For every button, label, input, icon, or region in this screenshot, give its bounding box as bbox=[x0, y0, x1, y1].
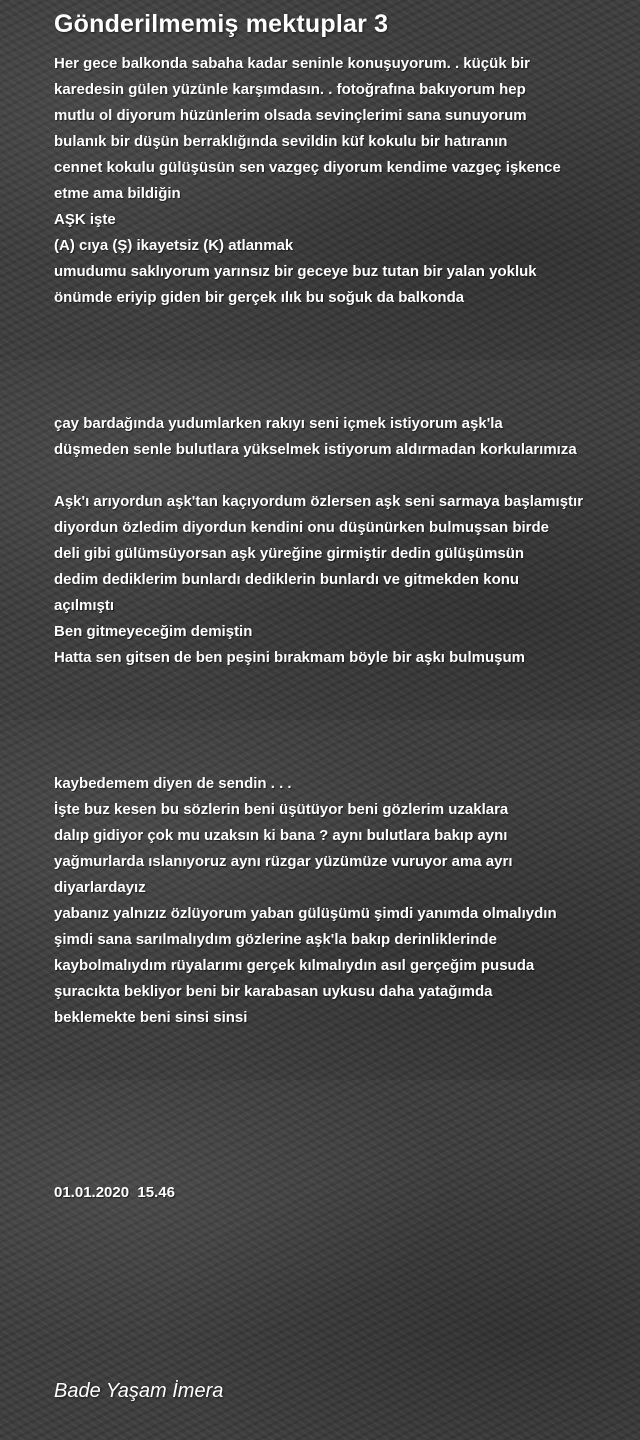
poem-line: cennet kokulu gülüşüsün sen vazgeç diyorum kendime vazgeç işkence bbox=[54, 159, 561, 176]
poem-panel-2 bbox=[0, 360, 640, 720]
poem-line: dalıp gidiyor çok mu uzaksın ki bana ? aynı bulutlara bakıp aynı bbox=[54, 827, 508, 844]
poem-panel-4 bbox=[0, 1080, 640, 1440]
poem-line: mutlu ol diyorum hüzünlerim olsada sevinçlerimi sana sunuyorum bbox=[54, 107, 527, 124]
poem-line: Her gece balkonda sabaha kadar seninle konuşuyorum. . küçük bir bbox=[54, 55, 530, 72]
poem-line: (A) cıya (Ş) ikayetsiz (K) atlanmak bbox=[54, 237, 294, 254]
poem-line: Hatta sen gitsen de ben peşini bırakmam böyle bir aşkı bulmuşum bbox=[54, 649, 525, 666]
poem-line: dedim dediklerim bunlardı dediklerin bunlardı ve gitmekden konu bbox=[54, 571, 520, 588]
poem-line: diyarlardayız bbox=[54, 879, 146, 896]
poem-line: deli gibi gülümsüyorsan aşk yüreğine girmiştir dedin gülüşümsün bbox=[54, 545, 525, 562]
poem-author: Bade Yaşam İmera bbox=[54, 1380, 224, 1402]
poem-line: şuracıkta bekliyor beni bir karabasan uykusu daha yatağımda bbox=[54, 983, 493, 1000]
poem-line: karedesin gülen yüzünle karşımdasın. . fotoğrafına bakıyorum hep bbox=[54, 81, 526, 98]
poem-line: Aşk'ı arıyordun aşk'tan kaçıyordum özlersen aşk seni sarmaya başlamıştır bbox=[54, 493, 584, 510]
poem-line: beklemekte beni sinsi sinsi bbox=[54, 1009, 248, 1026]
poem-panel-1 bbox=[0, 0, 640, 360]
poem-line: kaybolmalıydım rüyalarımı gerçek kılmalıydın asıl gerçeğim pusuda bbox=[54, 957, 535, 974]
poem-title: Gönderilmemiş mektuplar 3 bbox=[54, 10, 389, 38]
stanza-gap bbox=[54, 463, 634, 489]
poem-line: çay bardağında yudumlarken rakıyı seni içmek istiyorum aşk'la bbox=[54, 415, 503, 432]
poem-line: yabanız yalnızız özlüyorum yaban gülüşümü şimdi yanımda olmalıydın bbox=[54, 905, 557, 922]
poem-line: şimdi sana sarılmalıydım gözlerine aşk'la bakıp derinliklerinde bbox=[54, 931, 497, 948]
poem-line: umudumu saklıyorum yarınsız bir geceye buz tutan bir yalan yokluk bbox=[54, 263, 537, 280]
poem-line: AŞK işte bbox=[54, 211, 116, 228]
poem-date: 01.01.2020 15.46 bbox=[54, 1184, 175, 1201]
stanza-2 bbox=[54, 411, 634, 671]
poem-line: yağmurlarda ıslanıyoruz aynı rüzgar yüzümüze vuruyor ama ayrı bbox=[54, 853, 513, 870]
poem-line: diyordun özledim diyordun kendini onu düşünürken bulmuşsan birde bbox=[54, 519, 550, 536]
poem-line: önümde eriyip giden bir gerçek ılık bu soğuk da balkonda bbox=[54, 289, 465, 306]
poem-line: İşte buz kesen bu sözlerin beni üşütüyor beni gözlerim uzaklara bbox=[54, 801, 509, 818]
poem-line: açılmıştı bbox=[54, 597, 115, 614]
poem-line: kaybedemem diyen de sendin . . . bbox=[54, 775, 292, 792]
poem-line: bulanık bir düşün berraklığında sevildin küf kokulu bir hatıranın bbox=[54, 133, 508, 150]
poem-line: Ben gitmeyeceğim demiştin bbox=[54, 623, 253, 640]
stanza-3 bbox=[54, 771, 634, 1031]
poem-line: düşmeden senle bulutlara yükselmek istiyorum aldırmadan korkularımıza bbox=[54, 441, 577, 458]
poem-line: etme ama bildiğin bbox=[54, 185, 181, 202]
stanza-1 bbox=[54, 51, 634, 311]
poem-panel-3 bbox=[0, 720, 640, 1080]
